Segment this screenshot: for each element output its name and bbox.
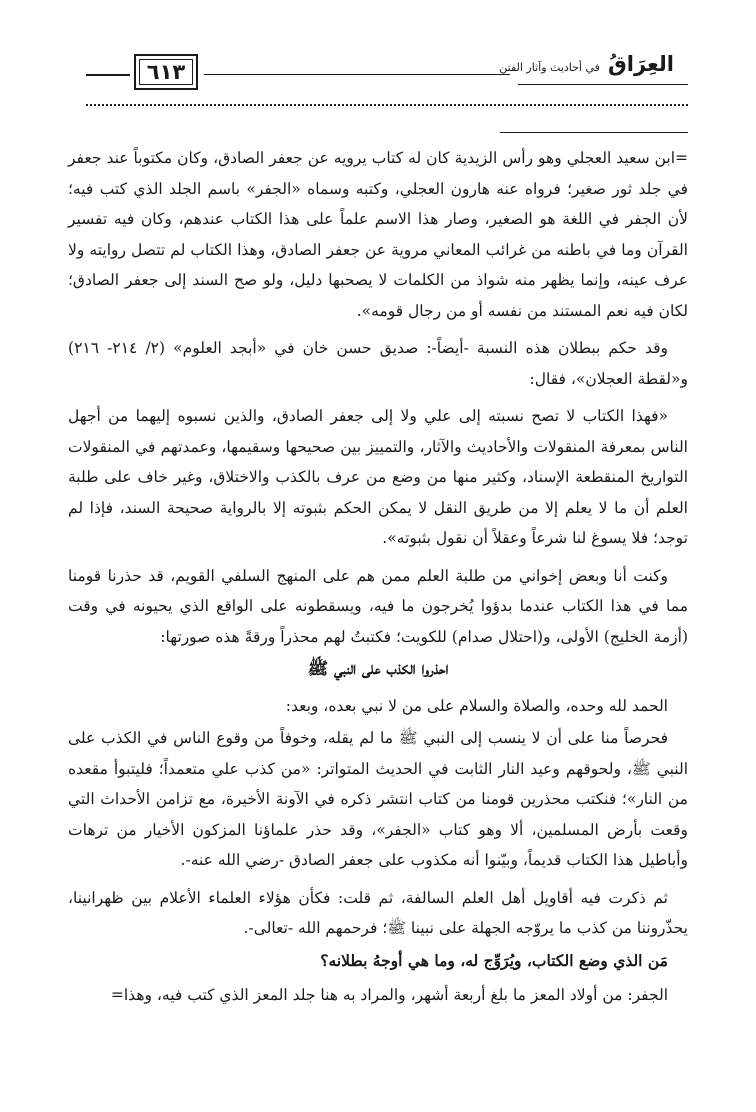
- footnote-continuation: =ابن سعيد العجلي وهو رأس الزيدية كان له كتاب يرويه عن جعفر الصادق، وكان مكتوباً عند جعفر في جلد ثور صغير؛ فرواه عنه هارون العجلي، وكتبه وسماه «الجفر» باسم الجلد الذي كتب فيه؛ لأن الجفر في اللغة هو الصغير، وصار هذا الاسم علماً على هذا الكتاب عندهم، وكان فيه تفسير القرآن وما في باطنه من غرائب المعاني مروية عن جعفر الصادق، وهذا الكتاب لم تتصل روايته ولا عرف عينه، وإنما يظهر منه شواذ من الكلمات لا يصحبها دليل، ولو صح السند إلى جعفر الصادق؛ لكان فيه نعم المستند من نفسه أو من رجال قومه».: [68, 149, 688, 320]
- header-rule-left: [86, 74, 130, 76]
- page-header: [86, 50, 688, 94]
- header-rule-right: [518, 84, 688, 85]
- section-heading: احذروا الكذب على النبي ﷺ: [307, 659, 449, 679]
- question-heading: مَن الذي وضع الكتاب، ويُرَوِّج له، وما هي أوجهُ بطلانه؟: [320, 950, 668, 970]
- header-rule-middle: [204, 74, 510, 75]
- book-subtitle: في أحاديث وآثار الفتن: [499, 61, 600, 74]
- paragraph-scholars: ثم ذكرت فيه أقاويل أهل العلم السالفة، ثم قلت: فكأن هؤلاء العلماء الأعلام بين ظهرانينا، يحذّروننا من كذب ما يروّجه الجهلة على نبينا ﷺ؛ فرحمهم الله -تعالى-.: [68, 888, 688, 937]
- page-number: ٦١٣: [146, 60, 186, 84]
- running-title: [499, 52, 674, 76]
- page-body: [68, 143, 688, 1018]
- quoted-paragraph: «فهذا الكتاب لا تصح نسبته إلى علي ولا إلى جعفر الصادق، والذين نسبوه إليهما من أجهل الناس بمعرفة المنقولات والأحاديث والآثار، والتمييز بين صحيحها وسقيمها، وعمدتهم في المنقولات التواريخ المنقطعة الإسناد، وكثير منها من وضع من عرف بالكذب والاختلاق، وغير خاف على طلبة العلم أن ما لا يعلم إلا من طريق النقل لا يمكن الحكم بثبوته إلا بالرواية صحيحة السند، فإذا لم توجد؛ فلا يسوغ لنا شرعاً وعقلاً أن نقول بثبوته».: [68, 407, 688, 547]
- footnote-separator: [500, 132, 688, 133]
- dotted-separator: [86, 104, 688, 106]
- paragraph-warning: وكنت أنا وبعض إخواني من طلبة العلم ممن هم على المنهج السلفي القويم، قد حذرنا قومنا مما في هذا الكتاب عندما بدؤوا يُخرجون ما فيه، ويسقطونه على الواقع الذي يحيونه في وقت (أزمة الخليج) الأولى، و(احتلال صدام) للكويت؛ فكتبتُ لهم محذراً ورقةً هذه صورتها:: [68, 566, 688, 646]
- paragraph-definition: الجفر: من أولاد المعز ما بلغ أربعة أشهر، والمراد به هنا جلد المعز الذي كتب فيه، وهذا=: [110, 986, 668, 1004]
- page-number-frame: [134, 54, 198, 90]
- paragraph-ruling: وقد حكم ببطلان هذه النسبة -أيضاً-: صديق حسن خان في «أبجد العلوم» (٢/ ٢١٤- ٢١٦) و«لقطة العجلان»، فقال:: [68, 339, 688, 388]
- paragraph-opening: الحمد لله وحده، والصلاة والسلام على من لا نبي بعده، وبعد:: [285, 696, 668, 715]
- book-title: العِرَاقُ: [608, 52, 674, 76]
- paragraph-caution: فحرصاً منا على أن لا ينسب إلى النبي ﷺ ما لم يقله، وخوفاً من وقوع الناس في الكذب على النبي ﷺ، ولحوقهم وعيد النار الثابت في الحديث المتواتر: «من كذب علي متعمداً؛ فليتبوأ مقعده من النار»؛ فنكتب محذرين قومنا من كتاب انتشر ذكره في الآونة الأخيرة، مع تزامن الأحداث التي وقعت بأرض المسلمين، ألا وهو كتاب «الجفر»، وقد حذر علماؤنا المزكون الأخيار من ترهات وأباطيل هذا الكتاب قديماً، وبيّنوا أنه مكذوب على جعفر الصادق -رضي الله عنه-.: [68, 729, 688, 869]
